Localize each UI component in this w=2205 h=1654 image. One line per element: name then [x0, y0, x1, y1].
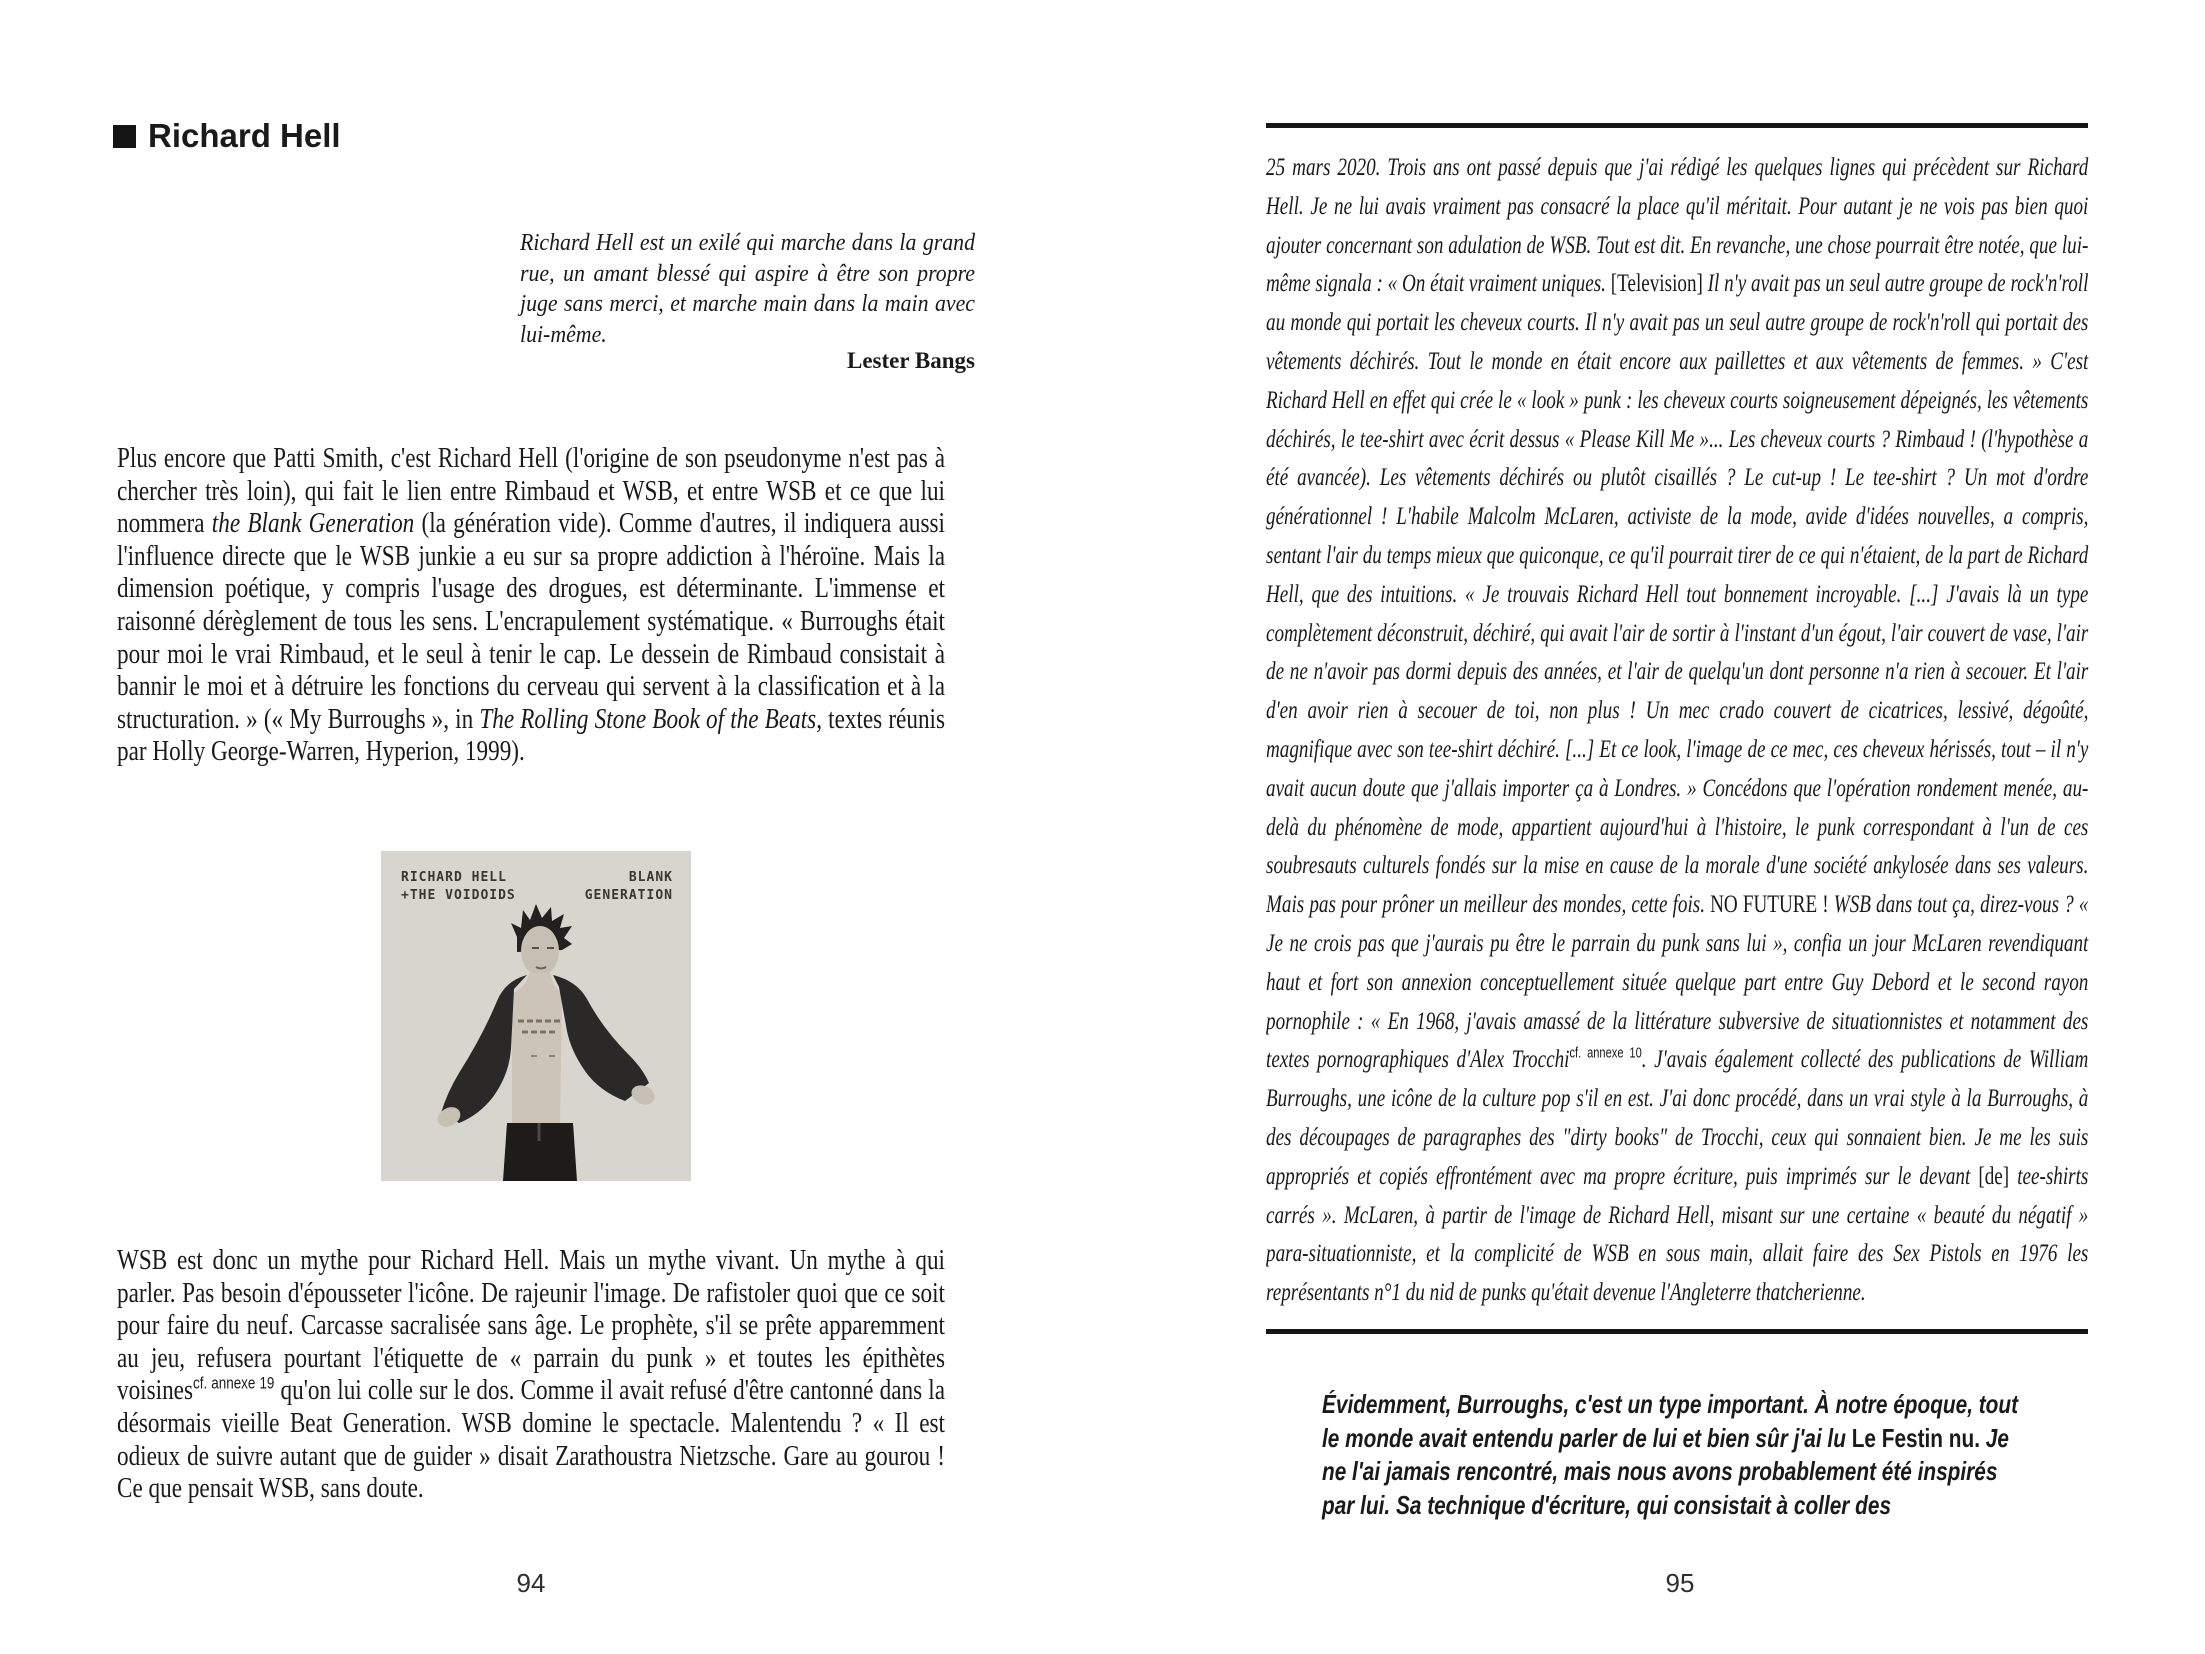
page-number-left: 94	[516, 1568, 546, 1598]
epigraph: Richard Hell est un exilé qui marche dans la grand rue, un amant blessé qui aspire à être son propre juge sans merci, et marche main dans la main avec lui-même.	[520, 230, 975, 348]
album-cover-art	[381, 851, 691, 1181]
page-number-right: 95	[1665, 1568, 1695, 1598]
album-artist-line1: RICHARD HELL	[401, 870, 507, 885]
album-cover-image	[381, 851, 691, 1181]
album-title-line2: GENERATION	[584, 888, 673, 903]
body-paragraph-2: WSB est donc un mythe pour Richard Hell. Mais un mythe vivant. Un mythe à qui parler. Pas besoin d'épousseter l'icône. De rajeunir l'image. De rafistoler quoi que ce soit pour faire du neuf. Carcasse sacralisée sans âge. Le prophète, s'il se prête apparemment au jeu, refusera pourtant l'étiquette de « parrain du punk » et toutes les épithètes voisines$^{cf. annexe 19}$ qu'on lui colle sur le dos. Comme il avait refusé d'être cantonné dans la désormais vieille Beat Generation. WSB domine le spectacle. Malentendu ? « Il est odieux de suivre autant que de guider » disait Zarathoustra Nietzsche. Gare au gourou ! Ce que pensait WSB, sans doute.	[117, 1245, 945, 1505]
section-marker-icon	[113, 125, 136, 148]
top-rule	[1266, 123, 2088, 128]
section-heading	[113, 118, 341, 154]
section-heading-label: Richard Hell	[148, 117, 341, 154]
album-artist-line2: +THE VOIDOIDS	[401, 888, 516, 903]
album-title-line1: BLANK	[628, 870, 673, 885]
epigraph-attribution: Lester Bangs	[847, 348, 975, 373]
bottom-rule	[1266, 1329, 2088, 1334]
burroughs-quote-note: Évidemment, Burroughs, c'est un type important. À notre époque, tout le monde avait entendu parler de lui et bien sûr j'ai lu Le Festin nu. Je ne l'ai jamais rencontré, mais nous avons probablement été inspirés par lui. Sa technique d'écriture, qui consistait à coller des	[1322, 1389, 2019, 1520]
journal-entry: 25 mars 2020. Trois ans ont passé depuis que j'ai rédigé les quelques lignes qui précèdent sur Richard Hell. Je ne lui avais vraiment pas consacré la place qu'il méritait. Pour autant je ne vois pas bien quoi ajouter concernant son adulation de WSB. Tout est dit. En revanche, une chose pourrait être notée, que lui-même signala : « On était vraiment uniques. [Television] Il n'y avait pas un seul autre groupe de rock'n'roll au monde qui portait les cheveux courts. Il n'y avait pas un seul autre groupe de rock'n'roll qui portait des vêtements déchirés. Tout le monde en était encore aux paillettes et aux vêtements de femmes. » C'est Richard Hell en effet qui crée le « look » punk : les cheveux courts soigneusement dépeignés, les vêtements déchirés, le tee-shirt avec écrit dessus « Please Kill Me »... Les cheveux courts ? Rimbaud ! (l'hypothèse a été avancée). Les vêtements déchirés ou plutôt cisaillés ? Le cut-up ! Le tee-shirt ? Un mot d'ordre générationnel ! L'habile Malcolm McLaren, activiste de la mode, avide d'idées nouvelles, a compris, sentant l'air du temps mieux que quiconque, ce qu'il pourrait tirer de ce qui n'étaient, de la part de Richard Hell, que des intuitions. « Je trouvais Richard Hell tout bonnement incroyable. [...] J'avais là un type complètement déconstruit, déchiré, qui avait l'air de sortir à l'instant d'un égout, l'air couvert de vase, l'air de ne n'avoir pas dormi depuis des années, et l'air de quelqu'un dont personne n'a rien à secouer. Et l'air d'en avoir rien à secouer de toi, non plus ! Un mec crado couvert de cicatrices, lessivé, dégoûté, magnifique avec son tee-shirt déchiré. [...] Et ce look, l'image de ce mec, ces cheveux hérissés, tout – il n'y avait aucun doute que j'allais importer ça à Londres. » Concédons que l'opération rondement menée, au-delà du phénomène de mode, appartient aujourd'hui à l'histoire, le punk correspondant à l'un de ces soubresauts culturels fondés sur la mise en cause de la morale d'une société ankylosée dans ses valeurs. Mais pas pour prôner un meilleur des mondes, cette fois. NO FUTURE ! WSB dans tout ça, direz-vous ? « Je ne crois pas que j'aurais pu être le parrain du punk sans lui », confia un jour McLaren revendiquant haut et fort son annexion conceptuellement située quelque part entre Guy Debord et le second rayon pornophile : « En 1968, j'avais amassé de la littérature subversive de situationnistes et notamment des textes pornographiques d'Alex Trocchi$^{cf. annexe 10}$. J'avais également collecté des publications de William Burroughs, une icône de la culture pop s'il en est. J'ai donc procédé, dans un vrai style à la Burroughs, à des découpages de paragraphes des "dirty books" de Trocchi, ceux qui sonnaient bien. Je me les suis appropriés et copiés effrontément avec ma propre écriture, puis imprimés sur le devant [de] tee-shirts carrés ». McLaren, à partir de l'image de Richard Hell, misant sur une certaine « beauté du négatif » para-situationniste, et la complicité de WSB en sous main, allait faire des Sex Pistols en 1976 les représentants n°1 du nid de punks qu'était devenue l'Angleterre thatcherienne.	[1266, 154, 2089, 1307]
body-paragraph-1: Plus encore que Patti Smith, c'est Richard Hell (l'origine de son pseudonyme n'est pas à chercher très loin), qui fait le lien entre Rimbaud et WSB, et entre WSB et ce que lui nommera the Blank Generation (la génération vide). Comme d'autres, il indiquera aussi l'influence directe que le WSB junkie a eu sur sa propre addiction à l'héroïne. Mais la dimension poétique, y compris l'usage des drogues, est déterminante. L'immense et raisonné dérèglement de tous les sens. L'encrapulement systématique. « Burroughs était pour moi le vrai Rimbaud, et le seul à tenir le cap. Le dessein de Rimbaud consistait à bannir le moi et à détruire les fonctions du cerveau qui servent à la classification et à la structuration. » (« My Burroughs », in The Rolling Stone Book of the Beats, textes réunis par Holly George-Warren, Hyperion, 1999).	[117, 443, 945, 768]
